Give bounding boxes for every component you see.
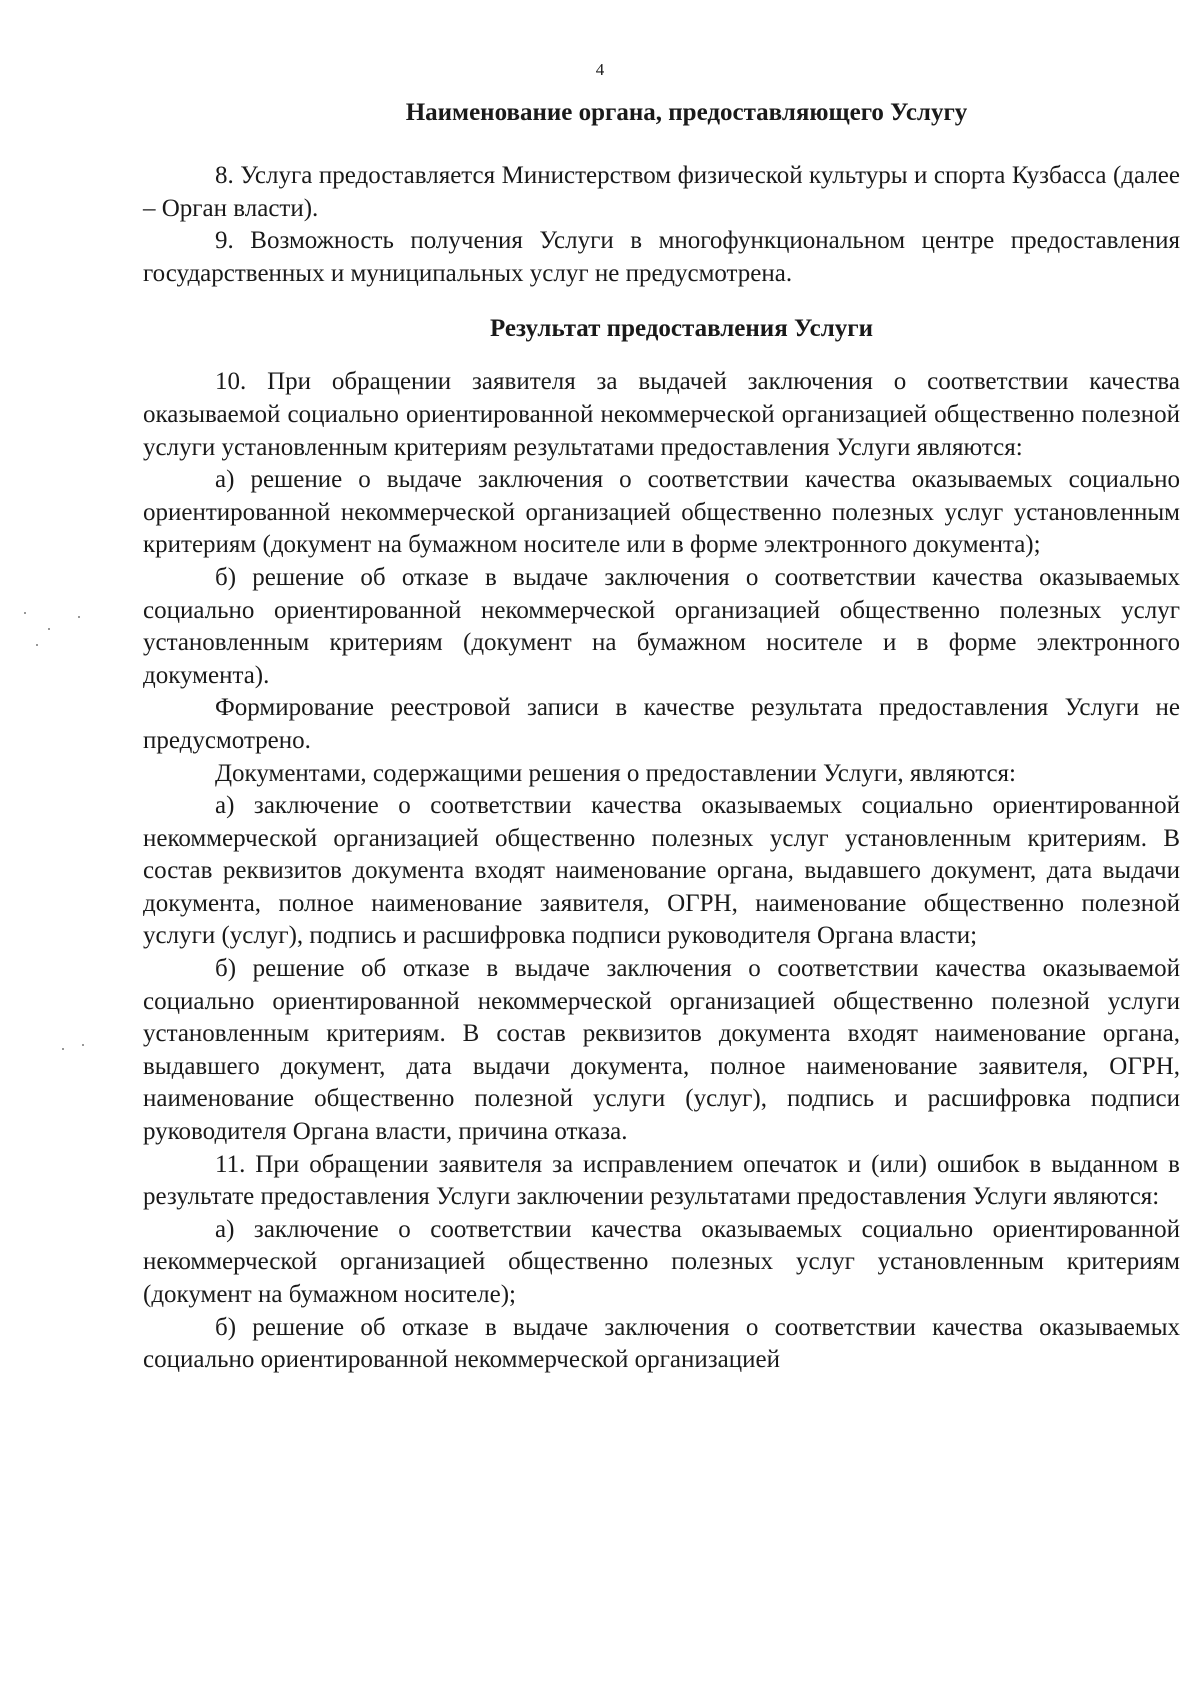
paragraph: 9. Возможность получения Услуги в многофункциональном центре предоставления государственных и муниципальных услуг не предусмотрена.	[143, 227, 1180, 287]
scan-speck	[82, 1044, 84, 1046]
scan-speck	[36, 644, 38, 646]
paragraph: а) заключение о соответствии качества оказываемых социально ориентированной некоммерческой организацией общественно полезных услуг установленным критериям. В состав реквизитов документа входят наименование органа, выдавшего документ, дата выдачи документа, полное наименование заявителя, ОГРН, наименование общественно полезной услуги (услуг), подпись и расшифровка подписи руководителя Органа власти;	[143, 792, 1180, 950]
section-heading-authority: Наименование органа, предоставляющего Услугу	[405, 99, 968, 126]
scan-speck	[24, 612, 26, 614]
paragraph: 11. При обращении заявителя за исправлением опечаток и (или) ошибок в выданном в результате предоставления Услуги заключении результатами предоставления Услуги являются:	[143, 1150, 1180, 1211]
paragraph: 8. Услуга предоставляется Министерством физической культуры и спорта Кузбасса (далее – Орган власти).	[143, 162, 1180, 222]
paragraph: а) заключение о соответствии качества оказываемых социально ориентированной некоммерческой организацией общественно полезных услуг установленным критериям (документ на бумажном носителе);	[143, 1215, 1180, 1308]
paragraph: Документами, содержащими решения о предоставлении Услуги, являются:	[215, 759, 1016, 787]
paragraph: б) решение об отказе в выдаче заключения о соответствии качества оказываемых социально ориентированной некоммерческой организацией общественно полезных услуг установленным критериям (документ на бумажном носителе и в форме электронного документа).	[143, 563, 1180, 689]
paragraph: б) решение об отказе в выдаче заключения о соответствии качества оказываемой социально ориентированной некоммерческой организацией общественно полезной услуги установленным критериям. В состав реквизитов документа входят наименование органа, выдавшего документ, дата выдачи документа, полное наименование заявителя, ОГРН, наименование общественно полезной услуги (услуг), подпись и расшифровка подписи руководителя Органа власти, причина отказа.	[143, 955, 1180, 1146]
paragraph: Формирование реестровой записи в качестве результата предоставления Услуги не предусмотрено.	[143, 694, 1180, 754]
section-heading-result: Результат предоставления Услуги	[489, 315, 873, 343]
document-body	[143, 96, 1180, 1377]
scan-speck	[62, 1048, 64, 1050]
paragraph: б) решение об отказе в выдаче заключения о соответствии качества оказываемых социально ориентированной некоммерческой организацией	[143, 1313, 1180, 1374]
scan-speck	[78, 616, 80, 618]
page-number: 4	[595, 60, 605, 79]
scan-speck	[48, 628, 50, 630]
paragraph: 10. При обращении заявителя за выдачей заключения о соответствии качества оказываемой социально ориентированной некоммерческой организацией общественно полезной услуги установленным критериям результатами предоставления Услуги являются:	[143, 368, 1180, 461]
paragraph: а) решение о выдаче заключения о соответствии качества оказываемых социально ориентированной некоммерческой организацией общественно полезных услуг установленным критериям (документ на бумажном носителе или в форме электронного документа);	[143, 466, 1180, 559]
